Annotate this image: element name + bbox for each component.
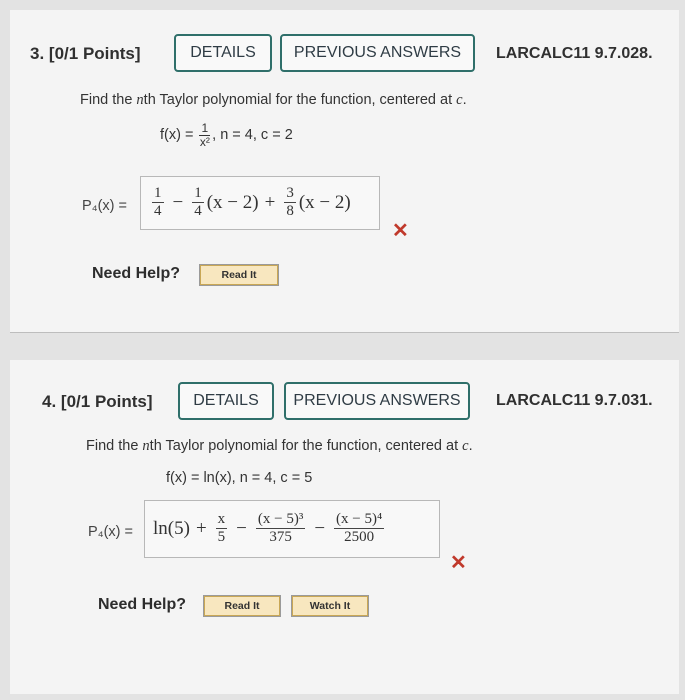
question-prompt: Find the nth Taylor polynomial for the function, centered at c. (80, 92, 467, 108)
read-it-button[interactable]: Read It (204, 596, 280, 616)
details-button[interactable]: DETAILS (174, 34, 272, 72)
question-4-panel (10, 360, 679, 694)
details-button[interactable]: DETAILS (178, 382, 274, 420)
answer-field[interactable]: $\frac{1}{4}$ − $\frac{1}{4}$ (x − 2) + $\frac{3}{8}$ (x − 2) (140, 176, 380, 230)
problem-code: LARCALC11 9.7.031. (496, 392, 653, 409)
question-points: [0/1 Points] (48, 44, 141, 63)
need-help-label: Need Help? (92, 265, 181, 282)
incorrect-icon: ✕ (450, 552, 467, 574)
watch-it-button[interactable]: Watch It (292, 596, 368, 616)
problem-code: LARCALC11 9.7.028. (496, 45, 653, 62)
function-definition: f(x) = ln(x), n = 4, c = 5 (166, 470, 313, 486)
question-number: 4. [0/1 Points] (42, 392, 153, 411)
incorrect-icon: ✕ (392, 220, 409, 242)
question-points: [0/1 Points] (60, 392, 153, 411)
read-it-button[interactable]: Read It (200, 265, 278, 285)
question-3-panel (10, 10, 679, 333)
previous-answers-button[interactable]: PREVIOUS ANSWERS (280, 34, 475, 72)
question-number: 3. [0/1 Points] (30, 44, 141, 63)
answer-field[interactable]: ln(5) + $\frac{x}{5}$ − $\frac{\text{(x − 5)³}}{375}$ − $\frac{\text{(x − 5)⁴}}{2500}$ (144, 500, 440, 558)
previous-answers-button[interactable]: PREVIOUS ANSWERS (284, 382, 470, 420)
question-prompt: Find the nth Taylor polynomial for the function, centered at c. (86, 438, 473, 454)
polynomial-label: P₄(x) = (88, 524, 133, 540)
function-definition: f(x) = $\frac{1}{\text{x²}}$ , n = 4, c = 2 (160, 121, 293, 149)
polynomial-label: P₄(x) = (82, 198, 127, 214)
need-help-label: Need Help? (98, 596, 187, 613)
